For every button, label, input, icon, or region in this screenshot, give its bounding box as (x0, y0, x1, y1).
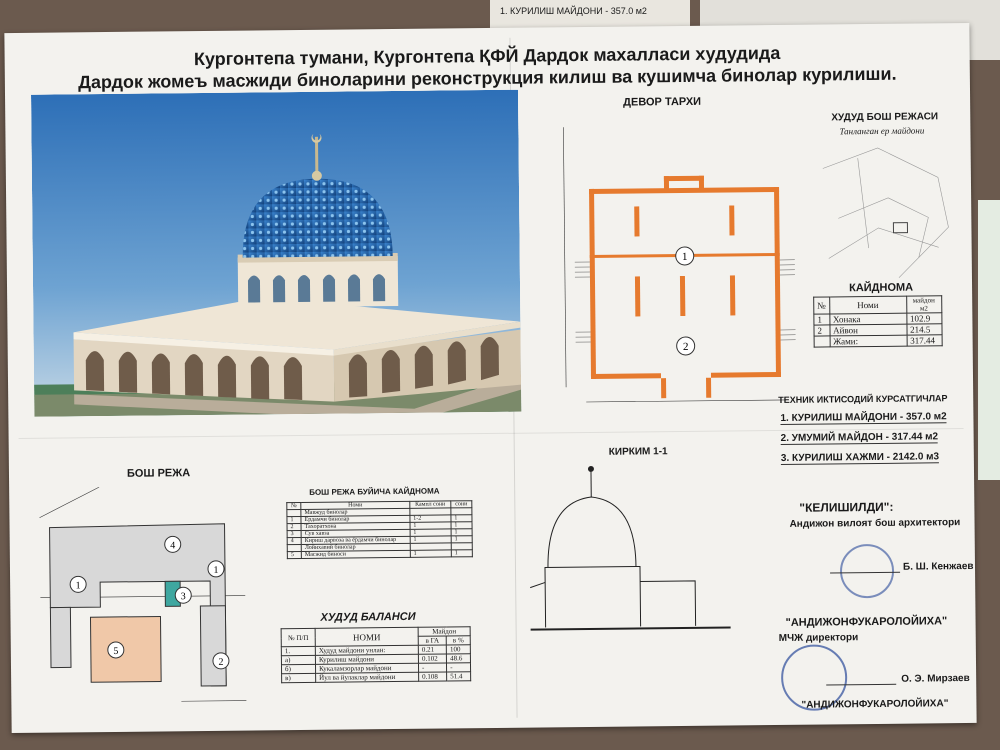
tea-line-3: 3. КУРИЛИШ ХАЖМИ - 2142.0 м3 (780, 451, 940, 464)
room-marker-1: 1 (681, 250, 688, 263)
table-row: б) Кукаламзорлар майдони - - (281, 663, 470, 674)
tea-line-2: 2. УМУМИЙ МАЙДОН - 317.44 м2 (780, 431, 939, 444)
table-row: а) Курилиш майдони 0.102 48.6 (281, 654, 470, 665)
master-marker-6: 1 (213, 564, 219, 576)
site-plan-title: ХУДУД БОШ РЕЖАСИ (831, 111, 939, 124)
master-plan-drawing (39, 486, 251, 713)
project-title-line1: Кургонтепа тумани, Кургонтепа ҚФЙ Дардок махалласи худудида (193, 42, 781, 70)
table-row: Мавжуд бинолар (287, 508, 472, 517)
room-marker-2: 2 (682, 340, 689, 353)
approval-org: "АНДИЖОНФУКАРОЛОЙИХА" (785, 615, 948, 629)
site-plan-subtitle: Танланган ер майдони (839, 125, 925, 137)
master-table-title: БОШ РЕЖА БУЙИЧА КАЙДНОМА (309, 486, 440, 497)
tea-line-1: 1. КУРИЛИШ МАЙДОНИ - 357.0 м2 (780, 411, 947, 424)
legend-header-name: Номи (829, 296, 906, 314)
project-title-line2: Дардок жомеъ масжиди биноларини реконструкция килиш ва кушимча бинолар курилиши. (78, 63, 897, 93)
legend-header-num: № (814, 297, 830, 314)
legend-table (813, 295, 942, 347)
master-marker-2: 2 (218, 656, 224, 668)
floor-plan-drawing (533, 115, 816, 418)
table-row: в) Йул ва йулаклар майдони 0.108 51.4 (282, 672, 471, 683)
approval-role1: Андижон вилоят бош архитектори (789, 517, 961, 530)
master-marker-1: 1 (75, 580, 81, 592)
legend-row: Жами: 317.44 (814, 335, 942, 347)
floor-plan-title: ДЕВОР ТАРХИ (623, 95, 702, 109)
master-plan-table: № Номи Кампл сони сони Мавжуд бинолар 1 Ёрдамчи бинолар 1-2 1 2 Тахоратхона 1 1 3 Сув хавза 1 1 4 Кириш дарвоза ва ёрдамчи бинолар 1 1 Лойихавий бинолар 5 Масжид биноси 1 1 (286, 500, 473, 559)
master-marker-3: 3 (180, 591, 186, 603)
master-marker-5: 5 (113, 645, 119, 657)
top-corner-text: 1. КУРИЛИШ МАЙДОНИ - 357.0 м2 (500, 6, 647, 16)
signature-line-2 (826, 684, 896, 686)
table-row: 5 Масжид биноси 1 1 (287, 550, 472, 559)
table-row: Лойихавий бинолар (287, 543, 472, 552)
legend-row: 1 Хонака 102.9 (814, 313, 942, 325)
approval-role2: МЧЖ директори (778, 632, 859, 644)
table-row: 4 Кириш дарвоза ва ёрдамчи бинолар 1 1 (287, 536, 472, 545)
master-marker-4: 4 (170, 540, 176, 552)
approval-agreed: "КЕЛИШИЛДИ": (799, 499, 894, 515)
project-poster (4, 23, 976, 733)
section-title: КИРКИМ 1-1 (608, 446, 668, 458)
master-plan-title: БОШ РЕЖА (126, 467, 191, 480)
legend-row: 2 Айвон 214.5 (814, 324, 942, 336)
approval-name2: О. Э. Мирзаев (901, 672, 970, 685)
balance-title: ХУДУД БАЛАНСИ (320, 610, 416, 624)
approval-name1: Б. Ш. Кенжаев (902, 560, 974, 573)
right-edge-paper (978, 200, 1000, 480)
legend-title: КАЙДНОМА (849, 281, 914, 295)
table-row: 2 Тахоратхона 1 1 (287, 522, 472, 531)
mosque-rendering (31, 90, 521, 417)
site-plan-map (818, 137, 960, 283)
table-row: 1. Худуд майдони унлан: 0.21 100 (281, 645, 470, 656)
table-row: 3 Сув хавза 1 1 (287, 529, 472, 538)
tea-title: ТЕХНИК ИКТИСОДИЙ КУРСАТГИЧЛАР (778, 393, 948, 405)
section-drawing (489, 455, 751, 658)
legend-header-area: майдон м2 (906, 296, 941, 313)
approval-org-bottom: "АНДИЖОНФУКАРОЛОЙИХА" (801, 698, 949, 711)
table-row: 1 Ёрдамчи бинолар 1-2 1 (287, 515, 472, 524)
balance-table: № П/П НОМИ Майдон в ГА в % 1. Худуд майдони унлан: 0.21 100 а) Курилиш майдони 0.102 48.6 б) Кукаламзорлар майдони - - в) Йул ва йулаклар майдони 0.108 51.4 (281, 626, 472, 683)
